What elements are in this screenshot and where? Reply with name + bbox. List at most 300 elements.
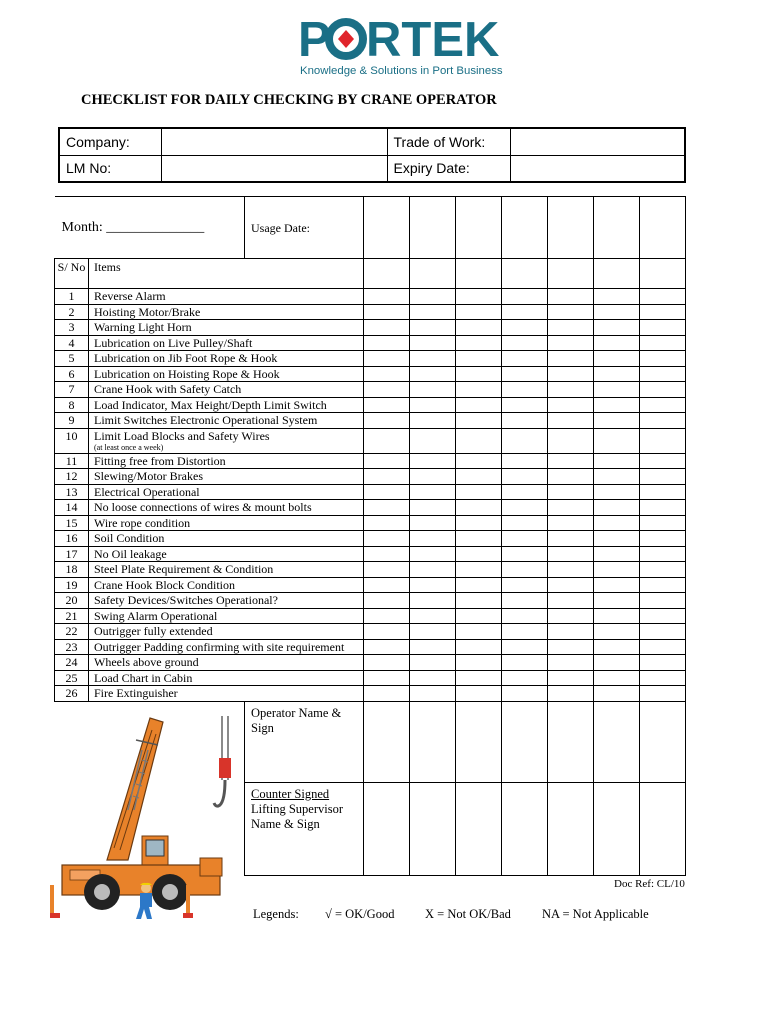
check-cell[interactable] — [502, 259, 548, 289]
check-cell[interactable] — [548, 670, 594, 686]
check-cell[interactable] — [364, 562, 410, 578]
check-cell[interactable] — [594, 531, 640, 547]
lm-no-label: LM No: — [59, 155, 161, 182]
item-label: Crane Hook with Safety Catch — [94, 382, 242, 396]
check-cell[interactable] — [548, 428, 594, 453]
check-cell[interactable] — [594, 320, 640, 336]
checklist-row — [55, 562, 686, 578]
check-cell[interactable] — [640, 453, 686, 469]
trade-of-work-label: Trade of Work: — [387, 128, 510, 155]
check-cell[interactable] — [410, 624, 456, 640]
item-label-cell — [89, 562, 364, 578]
check-cell[interactable] — [410, 453, 456, 469]
check-cell[interactable] — [640, 366, 686, 382]
checklist-row — [55, 624, 686, 640]
svg-text:RTEK: RTEK — [366, 13, 500, 67]
check-cell[interactable] — [548, 469, 594, 485]
item-label-cell — [89, 453, 364, 469]
check-cell[interactable] — [456, 366, 502, 382]
check-cell[interactable] — [640, 546, 686, 562]
check-cell[interactable] — [594, 670, 640, 686]
check-cell[interactable] — [410, 382, 456, 398]
item-label-cell — [89, 484, 364, 500]
check-cell[interactable] — [594, 686, 640, 702]
check-cell[interactable] — [410, 562, 456, 578]
check-cell[interactable] — [594, 366, 640, 382]
check-cell[interactable] — [410, 304, 456, 320]
check-cell[interactable] — [640, 484, 686, 500]
checklist-row — [55, 366, 686, 382]
check-cell[interactable] — [548, 289, 594, 305]
item-number: 14 — [55, 500, 89, 516]
check-cell[interactable] — [594, 397, 640, 413]
check-cell[interactable] — [594, 562, 640, 578]
check-cell[interactable] — [410, 639, 456, 655]
check-cell[interactable] — [594, 624, 640, 640]
check-cell[interactable] — [548, 397, 594, 413]
check-cell[interactable] — [640, 289, 686, 305]
item-number: 11 — [55, 453, 89, 469]
legend-label: Legends: — [253, 907, 299, 921]
check-cell[interactable] — [502, 562, 548, 578]
check-cell[interactable] — [594, 515, 640, 531]
sign-cell[interactable] — [594, 782, 640, 875]
check-cell[interactable] — [548, 382, 594, 398]
checklist-row — [55, 428, 686, 453]
item-label: Warning Light Horn — [94, 320, 192, 334]
check-cell[interactable] — [364, 289, 410, 305]
item-number: 22 — [55, 624, 89, 640]
check-cell[interactable] — [548, 453, 594, 469]
item-label: Swing Alarm Operational — [94, 608, 218, 623]
item-label-cell — [89, 686, 364, 702]
item-label: Safety Devices/Switches Operational? — [94, 593, 278, 607]
check-cell[interactable] — [410, 546, 456, 562]
check-cell[interactable] — [456, 289, 502, 305]
check-cell[interactable] — [410, 500, 456, 516]
check-cell[interactable] — [456, 469, 502, 485]
check-cell[interactable] — [456, 624, 502, 640]
check-cell[interactable] — [594, 382, 640, 398]
check-cell[interactable] — [502, 686, 548, 702]
check-cell[interactable] — [502, 382, 548, 398]
sign-cell[interactable] — [364, 701, 410, 782]
logo-wordmark-graphic — [298, 12, 500, 67]
expiry-date-field[interactable] — [510, 155, 685, 182]
check-cell[interactable] — [548, 608, 594, 624]
check-cell[interactable] — [640, 500, 686, 516]
check-cell[interactable] — [594, 608, 640, 624]
checklist-row — [55, 639, 686, 655]
item-label-cell — [89, 655, 364, 671]
item-number: 23 — [55, 639, 89, 655]
check-cell[interactable] — [502, 515, 548, 531]
item-number: 4 — [55, 335, 89, 351]
check-cell[interactable] — [364, 320, 410, 336]
check-cell[interactable] — [456, 546, 502, 562]
checklist-row — [55, 453, 686, 469]
check-cell[interactable] — [548, 546, 594, 562]
item-label-cell — [89, 289, 364, 305]
check-cell[interactable] — [410, 655, 456, 671]
operator-sign-label: Operator Name & Sign — [245, 701, 364, 782]
month-field[interactable]: Month: ______________ — [55, 197, 245, 259]
check-cell[interactable] — [594, 289, 640, 305]
check-cell[interactable] — [502, 469, 548, 485]
check-cell[interactable] — [364, 655, 410, 671]
sign-cell[interactable] — [502, 782, 548, 875]
usage-date-cell[interactable] — [502, 197, 548, 259]
check-cell[interactable] — [364, 413, 410, 429]
check-cell[interactable] — [640, 382, 686, 398]
check-cell[interactable] — [594, 546, 640, 562]
item-label-cell — [89, 593, 364, 609]
info-table — [58, 127, 686, 183]
header-row-usage — [55, 197, 686, 259]
checklist-row — [55, 593, 686, 609]
item-number: 16 — [55, 531, 89, 547]
check-cell[interactable] — [640, 469, 686, 485]
check-cell[interactable] — [640, 320, 686, 336]
checklist-row — [55, 304, 686, 320]
check-cell[interactable] — [456, 259, 502, 289]
check-cell[interactable] — [364, 469, 410, 485]
check-cell[interactable] — [364, 259, 410, 289]
check-cell[interactable] — [456, 320, 502, 336]
checklist-row — [55, 546, 686, 562]
usage-date-cell[interactable] — [548, 197, 594, 259]
check-cell[interactable] — [456, 351, 502, 367]
check-cell[interactable] — [502, 593, 548, 609]
check-cell[interactable] — [502, 453, 548, 469]
sign-cell[interactable] — [548, 701, 594, 782]
check-cell[interactable] — [502, 655, 548, 671]
check-cell[interactable] — [502, 670, 548, 686]
check-cell[interactable] — [502, 428, 548, 453]
check-cell[interactable] — [594, 259, 640, 289]
expiry-date-label: Expiry Date: — [387, 155, 510, 182]
check-cell[interactable] — [502, 304, 548, 320]
check-cell[interactable] — [364, 608, 410, 624]
check-cell[interactable] — [548, 351, 594, 367]
check-cell[interactable] — [502, 366, 548, 382]
check-cell[interactable] — [502, 531, 548, 547]
check-cell[interactable] — [364, 639, 410, 655]
check-cell[interactable] — [502, 413, 548, 429]
check-cell[interactable] — [410, 259, 456, 289]
check-cell[interactable] — [640, 593, 686, 609]
check-cell[interactable] — [640, 670, 686, 686]
check-cell[interactable] — [410, 531, 456, 547]
check-cell[interactable] — [364, 577, 410, 593]
check-cell[interactable] — [410, 670, 456, 686]
check-cell[interactable] — [548, 562, 594, 578]
item-number: 26 — [55, 686, 89, 702]
item-label: Lubrication on Jib Foot Rope & Hook — [94, 351, 278, 365]
check-cell[interactable] — [456, 382, 502, 398]
check-cell[interactable] — [548, 304, 594, 320]
check-cell[interactable] — [502, 335, 548, 351]
check-cell[interactable] — [640, 655, 686, 671]
check-cell[interactable] — [548, 515, 594, 531]
check-cell[interactable] — [456, 577, 502, 593]
check-cell[interactable] — [364, 428, 410, 453]
check-cell[interactable] — [548, 593, 594, 609]
check-cell[interactable] — [410, 577, 456, 593]
check-cell[interactable] — [456, 670, 502, 686]
check-cell[interactable] — [410, 351, 456, 367]
check-cell[interactable] — [640, 304, 686, 320]
check-cell[interactable] — [456, 500, 502, 516]
checklist-row — [55, 351, 686, 367]
sign-cell[interactable] — [640, 701, 686, 782]
item-number: 2 — [55, 304, 89, 320]
check-cell[interactable] — [640, 351, 686, 367]
legend-na: NA = Not Applicable — [542, 907, 649, 921]
check-cell[interactable] — [364, 366, 410, 382]
check-cell[interactable] — [364, 335, 410, 351]
check-cell[interactable] — [364, 304, 410, 320]
check-cell[interactable] — [640, 259, 686, 289]
portek-logo — [298, 12, 503, 82]
check-cell[interactable] — [410, 686, 456, 702]
checklist-row — [55, 413, 686, 429]
check-cell[interactable] — [640, 686, 686, 702]
item-label: Wheels above ground — [94, 655, 199, 669]
check-cell[interactable] — [548, 655, 594, 671]
check-cell[interactable] — [594, 304, 640, 320]
usage-date-label: Usage Date: — [245, 197, 364, 259]
item-number: 24 — [55, 655, 89, 671]
item-label: No Oil leakage — [94, 546, 167, 561]
check-cell[interactable] — [364, 531, 410, 547]
check-cell[interactable] — [364, 351, 410, 367]
item-label: Slewing/Motor Brakes — [94, 469, 203, 483]
check-cell[interactable] — [548, 639, 594, 655]
item-label-cell — [89, 469, 364, 485]
check-cell[interactable] — [640, 428, 686, 453]
check-cell[interactable] — [410, 469, 456, 485]
sn-header: S/ No — [55, 259, 89, 289]
check-cell[interactable] — [548, 320, 594, 336]
usage-date-cell[interactable] — [410, 197, 456, 259]
check-cell[interactable] — [410, 484, 456, 500]
check-cell[interactable] — [548, 259, 594, 289]
check-cell[interactable] — [502, 351, 548, 367]
item-label: Fitting free from Distortion — [94, 453, 226, 468]
check-cell[interactable] — [456, 304, 502, 320]
check-cell[interactable] — [364, 686, 410, 702]
check-cell[interactable] — [456, 413, 502, 429]
item-label: Fire Extinguisher — [94, 686, 178, 700]
check-cell[interactable] — [410, 413, 456, 429]
item-number: 1 — [55, 289, 89, 305]
item-number: 21 — [55, 608, 89, 624]
lm-no-field[interactable] — [161, 155, 387, 182]
sign-cell[interactable] — [502, 701, 548, 782]
check-cell[interactable] — [456, 655, 502, 671]
check-cell[interactable] — [364, 453, 410, 469]
check-cell[interactable] — [548, 686, 594, 702]
check-cell[interactable] — [548, 624, 594, 640]
check-cell[interactable] — [594, 453, 640, 469]
checklist-row — [55, 335, 686, 351]
check-cell[interactable] — [502, 639, 548, 655]
item-number: 18 — [55, 562, 89, 578]
item-label: Crane Hook Block Condition — [94, 577, 235, 592]
document-title: CHECKLIST FOR DAILY CHECKING BY CRANE OPERATOR — [81, 92, 497, 108]
check-cell[interactable] — [456, 608, 502, 624]
item-label: Hoisting Motor/Brake — [94, 304, 201, 319]
sign-cell[interactable] — [410, 701, 456, 782]
check-cell[interactable] — [548, 484, 594, 500]
check-cell[interactable] — [640, 624, 686, 640]
sign-cell[interactable] — [456, 701, 502, 782]
check-cell[interactable] — [502, 397, 548, 413]
check-cell[interactable] — [594, 335, 640, 351]
item-number: 9 — [55, 413, 89, 429]
check-cell[interactable] — [548, 413, 594, 429]
usage-date-cell[interactable] — [364, 197, 410, 259]
check-cell[interactable] — [594, 413, 640, 429]
check-cell[interactable] — [410, 397, 456, 413]
check-cell[interactable] — [364, 397, 410, 413]
check-cell[interactable] — [364, 546, 410, 562]
item-number: 19 — [55, 577, 89, 593]
check-cell[interactable] — [502, 289, 548, 305]
item-label-cell — [89, 366, 364, 382]
company-label: Company: — [59, 128, 161, 155]
check-cell[interactable] — [410, 366, 456, 382]
supervisor-sign-label — [245, 782, 364, 875]
check-cell[interactable] — [410, 428, 456, 453]
check-cell[interactable] — [456, 515, 502, 531]
check-cell[interactable] — [640, 397, 686, 413]
item-note: (at least once a week) — [94, 442, 164, 452]
check-cell[interactable] — [594, 593, 640, 609]
check-cell[interactable] — [640, 562, 686, 578]
sign-cell[interactable] — [456, 782, 502, 875]
check-cell[interactable] — [502, 320, 548, 336]
check-cell[interactable] — [364, 515, 410, 531]
check-cell[interactable] — [364, 624, 410, 640]
sign-cell[interactable] — [594, 701, 640, 782]
check-cell[interactable] — [456, 593, 502, 609]
item-number: 3 — [55, 320, 89, 336]
check-cell[interactable] — [456, 453, 502, 469]
usage-date-cell[interactable] — [594, 197, 640, 259]
item-number: 15 — [55, 515, 89, 531]
check-cell[interactable] — [410, 515, 456, 531]
check-cell[interactable] — [410, 593, 456, 609]
check-cell[interactable] — [548, 500, 594, 516]
checklist-row — [55, 500, 686, 516]
check-cell[interactable] — [456, 686, 502, 702]
check-cell[interactable] — [456, 639, 502, 655]
check-cell[interactable] — [548, 531, 594, 547]
check-cell[interactable] — [594, 428, 640, 453]
check-cell[interactable] — [594, 655, 640, 671]
check-cell[interactable] — [594, 351, 640, 367]
usage-date-cell[interactable] — [640, 197, 686, 259]
check-cell[interactable] — [594, 469, 640, 485]
item-number: 20 — [55, 593, 89, 609]
company-field[interactable] — [161, 128, 387, 155]
sign-cell[interactable] — [410, 782, 456, 875]
check-cell[interactable] — [364, 382, 410, 398]
item-number: 12 — [55, 469, 89, 485]
check-cell[interactable] — [364, 484, 410, 500]
item-label-cell — [89, 639, 364, 655]
check-cell[interactable] — [410, 289, 456, 305]
check-cell[interactable] — [548, 577, 594, 593]
check-cell[interactable] — [502, 546, 548, 562]
check-cell[interactable] — [502, 608, 548, 624]
check-cell[interactable] — [502, 484, 548, 500]
item-label-cell — [89, 670, 364, 686]
item-label-cell — [89, 515, 364, 531]
check-cell[interactable] — [364, 670, 410, 686]
check-cell[interactable] — [502, 500, 548, 516]
check-cell[interactable] — [594, 500, 640, 516]
sign-cell[interactable] — [640, 782, 686, 875]
check-cell[interactable] — [594, 639, 640, 655]
check-cell[interactable] — [502, 624, 548, 640]
item-label: Electrical Operational — [94, 484, 200, 499]
check-cell[interactable] — [456, 397, 502, 413]
check-cell[interactable] — [640, 335, 686, 351]
item-label-cell — [89, 500, 364, 516]
check-cell[interactable] — [364, 500, 410, 516]
check-cell[interactable] — [456, 335, 502, 351]
item-label-cell — [89, 577, 364, 593]
check-cell[interactable] — [548, 366, 594, 382]
item-label-cell — [89, 413, 364, 429]
sign-cell[interactable] — [364, 782, 410, 875]
check-cell[interactable] — [410, 320, 456, 336]
check-cell[interactable] — [594, 577, 640, 593]
item-label-cell — [89, 624, 364, 640]
item-label: Limit Switches Electronic Operational System — [94, 413, 318, 427]
checklist-row — [55, 515, 686, 531]
checklist-row — [55, 320, 686, 336]
usage-date-cell[interactable] — [456, 197, 502, 259]
trade-of-work-field[interactable] — [510, 128, 685, 155]
item-label: Outrigger Padding confirming with site requirement — [94, 639, 345, 654]
check-cell[interactable] — [456, 484, 502, 500]
check-cell[interactable] — [456, 428, 502, 453]
check-cell[interactable] — [640, 639, 686, 655]
sign-cell[interactable] — [548, 782, 594, 875]
check-cell[interactable] — [410, 608, 456, 624]
check-cell[interactable] — [456, 531, 502, 547]
check-cell[interactable] — [640, 608, 686, 624]
check-cell[interactable] — [640, 531, 686, 547]
check-cell[interactable] — [640, 515, 686, 531]
lifting-supervisor-label: Lifting Supervisor Name & Sign — [251, 801, 344, 831]
check-cell[interactable] — [640, 413, 686, 429]
legend-bad: X = Not OK/Bad — [425, 907, 511, 921]
check-cell[interactable] — [502, 577, 548, 593]
check-cell[interactable] — [548, 335, 594, 351]
check-cell[interactable] — [410, 335, 456, 351]
check-cell[interactable] — [594, 484, 640, 500]
item-label: Soil Condition — [94, 531, 165, 545]
check-cell[interactable] — [640, 577, 686, 593]
item-number: 5 — [55, 351, 89, 367]
check-cell[interactable] — [364, 593, 410, 609]
check-cell[interactable] — [456, 562, 502, 578]
